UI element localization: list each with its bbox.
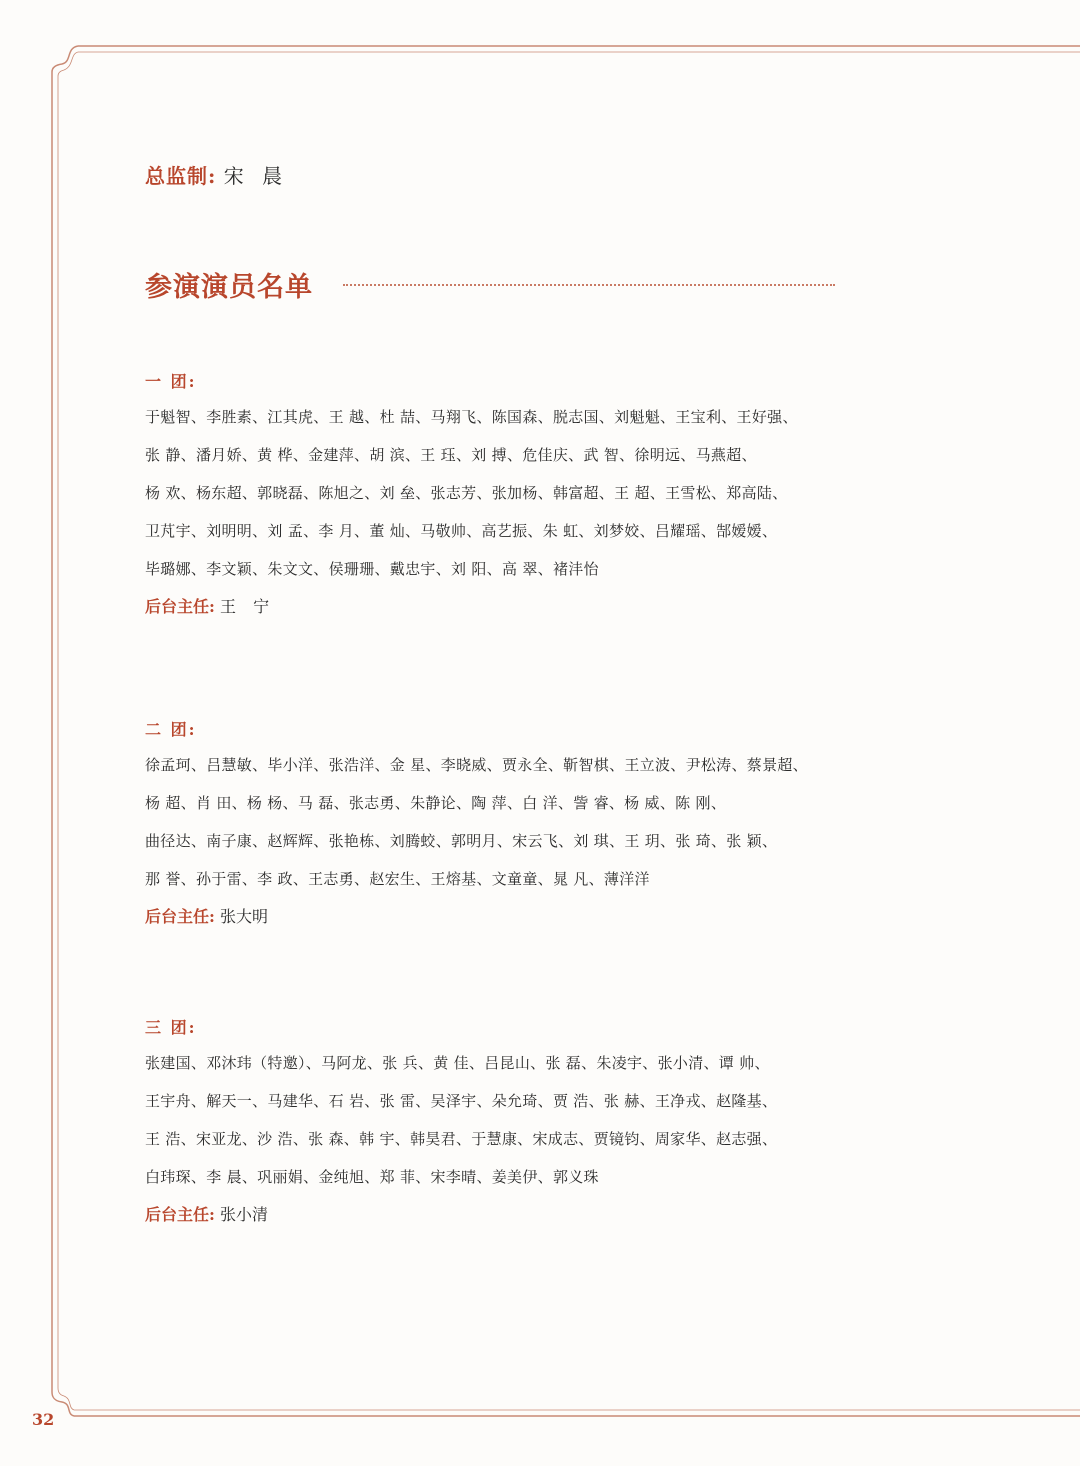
troupe-cast-list [145,1044,845,1196]
cast-line: 杨 欢、杨东超、郭晓磊、陈旭之、刘 垒、张志芳、张加杨、韩富超、王 超、王雪松、郑高陆、 [145,484,788,502]
cast-line: 于魁智、李胜素、江其虎、王 越、杜 喆、马翔飞、陈国森、脱志国、刘魁魁、王宝利、王好强、 [145,408,798,426]
supervisor-line [145,160,288,189]
supervisor-label: 总监制: [145,164,217,188]
cast-line: 杨 超、肖 田、杨 杨、马 磊、张志勇、朱静论、陶 萍、白 洋、訾 睿、杨 威、陈 刚、 [145,794,727,812]
cast-list-title: 参演演员名单 [145,272,313,303]
troupe-cast-list [145,746,845,898]
backstage-label: 后台主任: [145,597,215,616]
cast-line: 王 浩、宋亚龙、沙 浩、张 森、韩 宇、韩昊君、于慧康、宋成志、贾镜钧、周家华、赵志强、 [145,1130,778,1148]
cast-line: 徐孟珂、吕慧敏、毕小洋、张浩洋、金 星、李晓威、贾永全、靳智棋、王立波、尹松涛、蔡景超、 [145,756,808,774]
cast-line: 王宇舟、解天一、马建华、石 岩、张 雷、吴泽宇、朵允琦、贾 浩、张 赫、王净戎、赵隆基、 [145,1092,778,1110]
backstage-director [145,594,845,617]
backstage-director [145,904,845,927]
cast-line: 那 誉、孙于雷、李 政、王志勇、赵宏生、王熔基、文童童、晁 凡、薄洋洋 [145,870,650,888]
heading-dotted-divider [343,284,835,286]
troupe-cast-list [145,398,845,588]
troupe-section-3 [145,1015,845,1225]
backstage-label: 后台主任: [145,1205,215,1224]
supervisor-name: 宋 晨 [223,164,289,188]
cast-line: 曲径达、南子康、赵辉辉、张艳栋、刘腾蛟、郭明月、宋云飞、刘 琪、王 玥、张 琦、张 颖、 [145,832,778,850]
page-number: 32 [32,1410,55,1429]
backstage-name: 张小清 [220,1205,269,1224]
troupe-label: 二 团: [145,720,197,739]
troupe-section-1 [145,369,845,617]
cast-line: 张 静、潘月娇、黄 桦、金建萍、胡 滨、王 珏、刘 搏、危佳庆、武 智、徐明远、马燕超、 [145,446,757,464]
troupe-label: 三 团: [145,1018,197,1037]
backstage-label: 后台主任: [145,907,215,926]
cast-line: 张建国、邓沐玮（特邀）、马阿龙、张 兵、黄 佳、吕昆山、张 磊、朱凌宇、张小清、谭 帅、 [145,1054,770,1072]
troupe-section-2 [145,717,845,927]
backstage-name: 王 宁 [220,597,276,616]
troupe-label: 一 团: [145,372,197,391]
backstage-name: 张大明 [220,907,269,926]
cast-line: 白玮琛、李 晨、巩丽娟、金纯旭、郑 菲、宋李晴、姜美伊、郭义珠 [145,1168,599,1186]
cast-line: 卫芃宇、刘明明、刘 孟、李 月、董 灿、马敬帅、高艺振、朱 虹、刘梦姣、吕耀瑶、郜嫒嫒、 [145,522,778,540]
cast-line: 毕璐娜、李文颖、朱文文、侯珊珊、戴忠宇、刘 阳、高 翠、褚沣怡 [145,560,599,578]
backstage-director [145,1202,845,1225]
